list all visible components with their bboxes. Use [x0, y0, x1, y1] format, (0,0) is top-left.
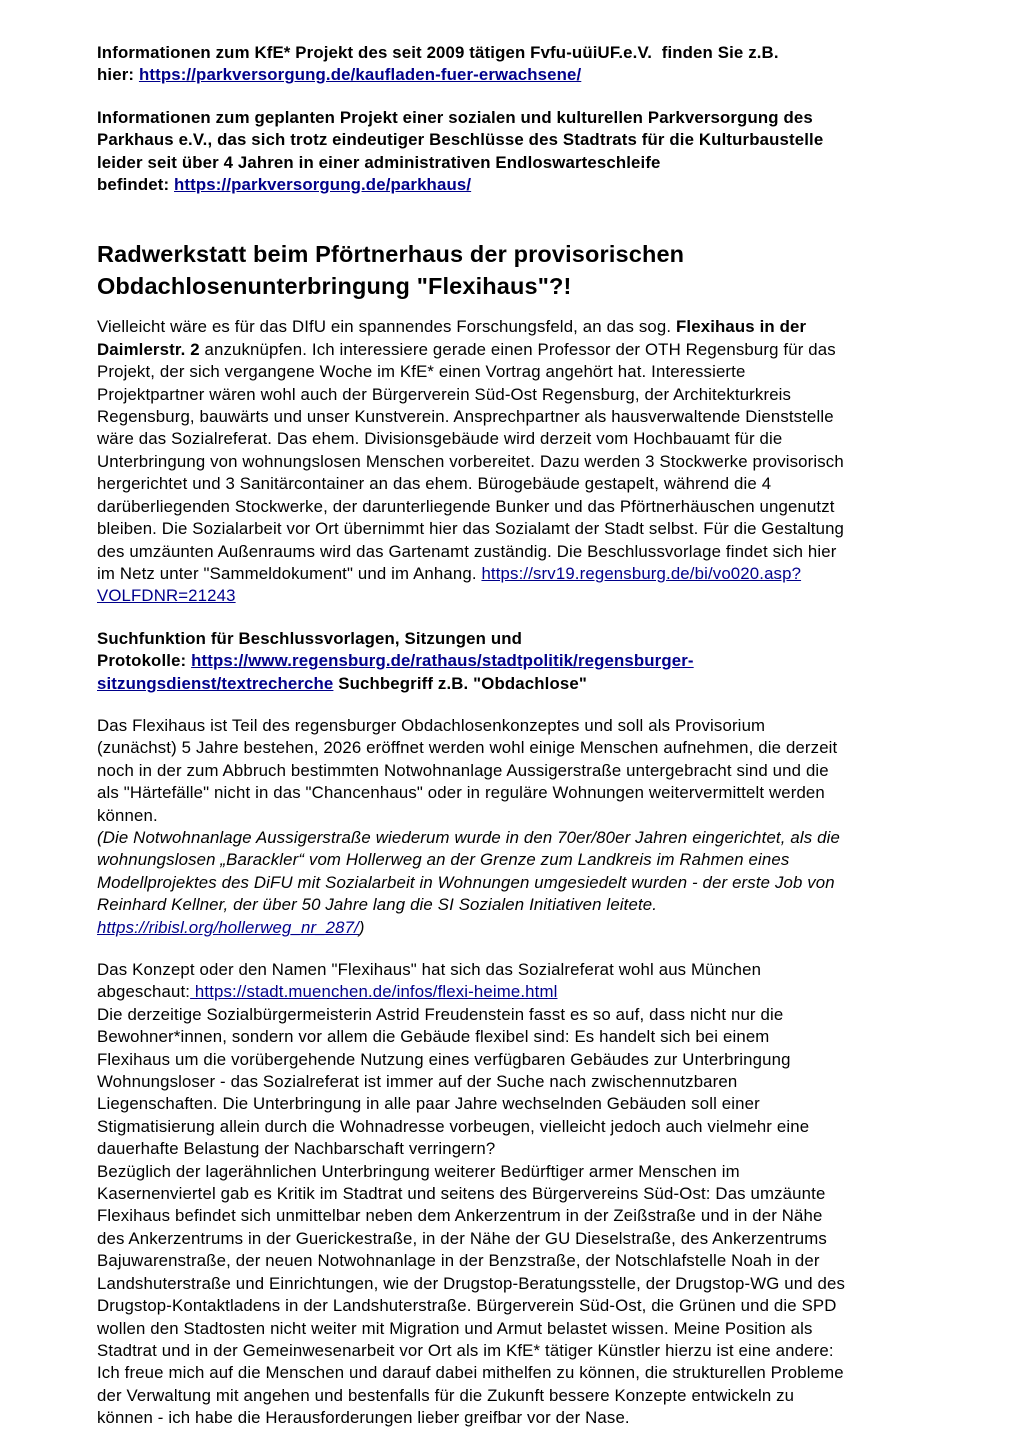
text-run: darüberliegenden Stockwerke, der darunterliegende Bunker und das Pförtnerhäuschen ungenutzt	[97, 496, 835, 516]
text-run: Reinhard Kellner, der über 50 Jahre lang die SI Sozialen Initiativen leitete.	[97, 895, 658, 915]
text-run: Ich freue mich auf die Menschen und darauf dabei mithelfen zu können, die strukturellen Probleme	[97, 1363, 844, 1383]
text-run: Stigmatisierung allein durch die Wohnadresse vorbeugen, vielleicht jedoch auch vielmehr eine	[97, 1116, 810, 1136]
text-run: wäre das Sozialreferat. Das ehem. Divisionsgebäude wird derzeit vom Hochbauamt für die	[97, 429, 783, 449]
suchfunktion-paragraph	[97, 628, 937, 695]
text-run: Obdachlosenunterbringung "Flexihaus"?!	[97, 273, 572, 300]
flexihaus-forschungsfeld-paragraph	[97, 316, 937, 607]
text-run: leider seit über 4 Jahren in einer administrativen Endloswarteschleife	[97, 152, 661, 172]
link-regensburg-textrecherche[interactable]: sitzungsdienst/textrecherche	[97, 673, 334, 693]
text-run: Wohnungsloser - das Sozialreferat ist immer auf der Suche nach zwischennutzbaren	[97, 1072, 738, 1092]
link-muenchen-flexi-heime[interactable]: https://stadt.muenchen.de/infos/flexi-heime.html	[190, 982, 558, 1002]
text-run: hier:	[97, 65, 139, 85]
text-run: Daimlerstr. 2	[97, 339, 200, 359]
link-parkversorgung-parkhaus[interactable]: https://parkversorgung.de/parkhaus/	[174, 175, 472, 195]
text-run: Flexihaus in der	[676, 317, 807, 337]
text-run: Das Flexihaus ist Teil des regensburger Obdachlosenkonzeptes und soll als Provisorium	[97, 715, 766, 735]
text-run: Bewohner*innen, sondern vor allem die Gebäude flexibel sind: Es handelt sich bei einem	[97, 1027, 770, 1047]
link-srv19-beschlussvorlage[interactable]: VOLFDNR=21243	[97, 586, 236, 606]
text-run: bleiben. Die Sozialarbeit vor Ort übernimmt hier das Sozialamt der Stadt selbst. Für die Gestaltung	[97, 519, 845, 539]
text-run: wollen den Stadtosten nicht weiter mit Migration und Armut belastet wissen. Meine Position als	[97, 1318, 813, 1338]
text-run: Informationen zum KfE* Projekt des seit 2009 tätigen Fvfu-uüiUF.e.V. finden Sie z.B.	[97, 43, 779, 62]
text-run: )	[358, 917, 365, 937]
text-run: Regensburg, bauwärts und unser Kunstverein. Ansprechpartner als hausverwaltende Dienststelle	[97, 407, 834, 427]
text-run: können - ich habe die Herausforderungen lieber greifbar vor der Nase.	[97, 1408, 630, 1428]
text-run: noch in der zum Abbruch bestimmten Notwohnanlage Aussigerstraße untergebracht sind und die	[97, 760, 829, 780]
text-run: Drugstop-Kontaktladens in der Landshuterstraße. Bürgerverein Süd-Ost, die Grünen und die SPD	[97, 1296, 837, 1316]
intro-kfe-paragraph	[97, 42, 937, 87]
text-run: des Ankerzentrums in der Guerickestraße, in der Nähe der GU Dieselstraße, des Ankerzentrums	[97, 1228, 827, 1248]
text-run: Vielleicht wäre es für das DIfU ein spannendes Forschungsfeld, an das sog.	[97, 317, 677, 337]
text-run: des umzäunten Außenraums wird das Gartenamt zuständig. Die Beschlussvorlage findet sich hier	[97, 541, 837, 561]
text-run: im Netz unter "Sammeldokument" und im Anhang.	[97, 563, 482, 583]
link-ribisl-hollerweg[interactable]: https://ribisl.org/hollerweg_nr_287/	[97, 917, 359, 937]
text-run: Bajuwarenstraße, der neuen Notwohnanlage in der Benzstraße, der Notschlafstelle Noah in der	[97, 1251, 820, 1271]
text-run: Das Konzept oder den Namen "Flexihaus" hat sich das Sozialreferat wohl aus München	[97, 960, 762, 979]
link-parkversorgung-kaufladen[interactable]: https://parkversorgung.de/kaufladen-fuer-erwachsene/	[138, 65, 582, 85]
intro-parkhaus-paragraph	[97, 107, 937, 197]
text-run: Parkhaus e.V., das sich trotz eindeutiger Beschlüsse des Stadtrats für die Kulturbaustelle	[97, 130, 824, 150]
text-run: Stadtrat und in der Gemeinwesenarbeit vor Ort als im KfE* tätiger Künstler hierzu ist eine andere:	[97, 1340, 834, 1360]
text-run: Flexihaus befindet sich unmittelbar neben dem Ankerzentrum in der Zeißstraße und in der Nähe	[97, 1206, 823, 1226]
flexihaus-konzept-paragraph	[97, 715, 937, 939]
text-run: Suchfunktion für Beschlussvorlagen, Sitzungen und	[97, 628, 523, 648]
text-run: Projektpartner wären wohl auch der Bürgerverein Süd-Ost Regensburg, der Architekturkreis	[97, 384, 792, 404]
text-run: Projekt, der sich vergangene Woche im KfE* einen Vortrag angehört hat. Interessierte	[97, 362, 746, 382]
text-run: wohnungslosen „Barackler“ vom Hollerweg an der Grenze zum Landkreis im Rahmen eines	[97, 850, 790, 870]
text-run: Informationen zum geplanten Projekt einer sozialen und kulturellen Parkversorgung des	[97, 107, 813, 127]
text-run: Bezüglich der lagerähnlichen Unterbringung weiterer Bedürftiger armer Menschen im	[97, 1161, 740, 1181]
text-run: Flexihaus um die vorübergehende Nutzung eines verfügbaren Gebäudes zur Unterbringung	[97, 1049, 791, 1069]
page-title	[97, 238, 937, 302]
text-run: Modellprojektes des DiFU mit Sozialarbeit in Wohnungen umgesiedelt wurden - der erste Job von	[97, 872, 835, 892]
text-run: als "Härtefälle" nicht in das "Chancenhaus" oder in reguläre Wohnungen weitervermittelt werden	[97, 783, 825, 803]
text-run: Radwerkstatt beim Pförtnerhaus der provisorischen	[97, 241, 685, 268]
text-run: hergerichtet und 3 Sanitärcontainer an das ehem. Bürogebäude gestapelt, während die 4	[97, 474, 772, 494]
text-run: Protokolle:	[97, 651, 192, 671]
link-regensburg-textrecherche[interactable]: https://www.regensburg.de/rathaus/stadtpolitik/regensburger-	[191, 651, 694, 671]
text-run: Kasernenviertel gab es Kritik im Stadtrat und seitens des Bürgervereins Süd-Ost: Das umzäunte	[97, 1184, 826, 1204]
text-run: Landshuterstraße und Einrichtungen, wie der Drugstop-Beratungsstelle, der Drugstop-WG und des	[97, 1273, 846, 1293]
text-run: dauerhafte Belastung der Nachbarschaft verringern?	[97, 1139, 496, 1159]
text-run: (Die Notwohnanlage Aussigerstraße wiederum wurde in den 70er/80er Jahren eingerichtet, als die	[97, 827, 840, 847]
text-run: Unterbringung von wohnungslosen Menschen vorbereitet. Dazu werden 3 Stockwerke provisorisch	[97, 451, 844, 471]
text-run: Liegenschaften. Die Unterbringung in alle paar Jahre wechselnden Gebäuden soll einer	[97, 1094, 760, 1114]
text-run: Suchbegriff z.B. "Obdachlose"	[333, 673, 587, 693]
text-run: Die derzeitige Sozialbürgermeisterin Astrid Freudenstein fasst es so auf, dass nicht nur die	[97, 1004, 784, 1024]
text-run: abgeschaut:	[97, 982, 191, 1002]
text-run: der Verwaltung mit angehen und bestenfalls für die Zukunft bessere Konzepte entwickeln zu	[97, 1385, 795, 1405]
link-srv19-beschlussvorlage[interactable]: https://srv19.regensburg.de/bi/vo020.asp?	[481, 563, 802, 583]
text-run: können.	[97, 805, 158, 825]
muenchen-kritik-paragraph	[97, 959, 937, 1430]
text-run: (zunächst) 5 Jahre bestehen, 2026 eröffnet werden wohl einige Menschen aufnehmen, die derzeit	[97, 738, 838, 758]
text-run: anzuknüpfen. Ich interessiere gerade einen Professor der OTH Regensburg für das	[199, 339, 836, 359]
text-run: befindet:	[97, 175, 175, 195]
